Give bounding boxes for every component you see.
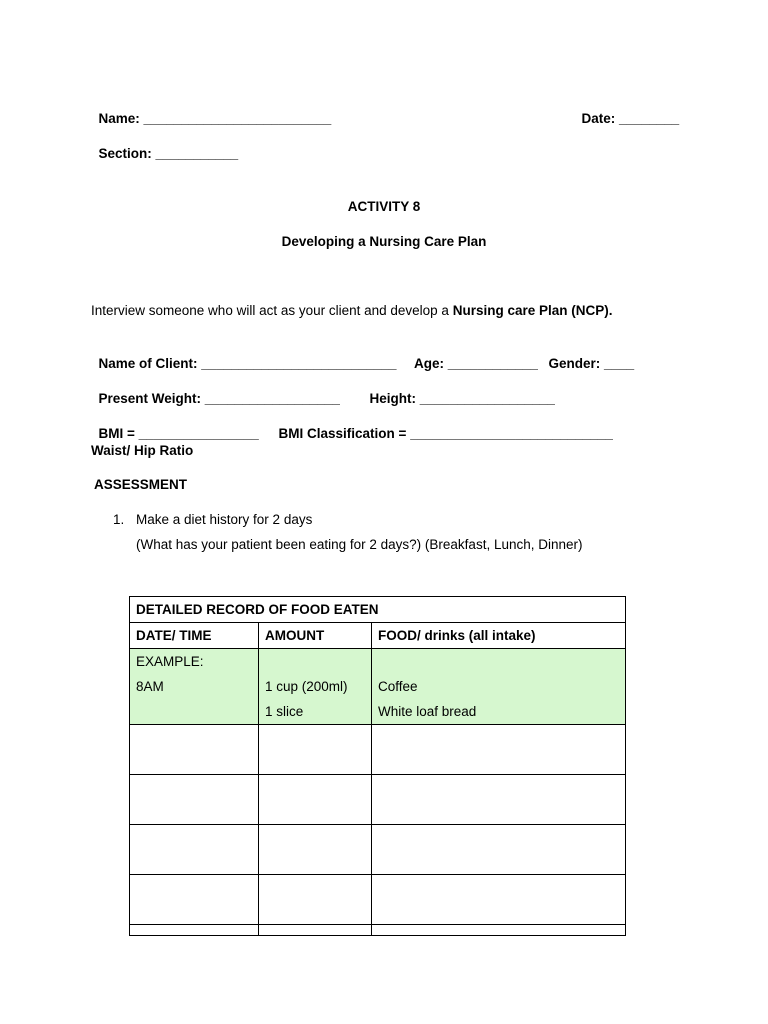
food-cell[interactable] [372,875,626,925]
table-title-row [130,597,626,623]
age-line[interactable]: ____________ [447,356,538,371]
section-line[interactable]: ___________ [155,146,239,161]
example-food-1: Coffee [378,679,418,694]
table-row-example [130,649,626,725]
name-label: Name: [98,111,140,126]
food-record-table [129,596,626,936]
age-label: Age: [414,356,445,371]
food-cell[interactable] [372,775,626,825]
height-label: Height: [369,391,417,406]
amount-cell[interactable] [259,775,372,825]
bmi-classification-label: BMI Classification = [278,426,407,441]
date-time-cell[interactable] [130,775,259,825]
table-row [130,825,626,875]
date-time-cell[interactable] [130,725,259,775]
activity-number: ACTIVITY 8 [347,199,421,214]
instructions-text: Interview someone who will act as your client and develop a [91,303,453,318]
gender-line[interactable]: ____ [604,356,635,371]
date-label: Date: [581,111,616,126]
example-time: 8AM [136,679,164,694]
client-name-label: Name of Client: [98,356,198,371]
weight-field [91,372,340,408]
amount-cell[interactable] [259,875,372,925]
height-line[interactable]: __________________ [419,391,555,406]
date-time-cell[interactable] [130,825,259,875]
spacer [265,649,365,674]
amount-cell[interactable] [259,925,372,936]
activity-title: Developing a Nursing Care Plan [281,234,487,249]
bmi-classification-line[interactable]: ___________________________ [410,426,613,441]
assessment-heading: ASSESSMENT [94,477,188,492]
bmi-line[interactable]: ________________ [138,426,259,441]
name-line[interactable]: _________________________ [143,111,332,126]
table-title: DETAILED RECORD OF FOOD EATEN [130,597,626,623]
section-field [91,127,238,163]
example-amount-cell [259,649,372,725]
table-row [130,775,626,825]
gender-label: Gender: [548,356,601,371]
example-food-cell [372,649,626,725]
date-time-cell[interactable] [130,875,259,925]
example-amount-1: 1 cup (200ml) [265,679,348,694]
assessment-item-subtext: (What has your patient been eating for 2 days?) (Breakfast, Lunch, Dinner) [136,537,583,552]
amount-cell[interactable] [259,825,372,875]
table-row [130,925,626,936]
table-row [130,875,626,925]
waist-hip-ratio-label: Waist/ Hip Ratio [91,443,194,458]
bmi-field [91,407,259,443]
example-amount-2: 1 slice [265,704,304,719]
gender-field [541,337,634,373]
food-cell[interactable] [372,825,626,875]
date-time-cell[interactable] [130,925,259,936]
table-row [130,725,626,775]
date-field [574,92,679,128]
header-amount: AMOUNT [259,623,372,649]
bmi-label: BMI = [98,426,135,441]
instructions-bold: Nursing care Plan (NCP). [452,303,613,318]
header-date-time: DATE/ TIME [130,623,259,649]
weight-label: Present Weight: [98,391,202,406]
assessment-item-number: 1. [113,512,125,527]
name-field [91,92,331,128]
amount-cell[interactable] [259,725,372,775]
example-label: EXAMPLE: [136,654,204,669]
section-label: Section: [98,146,152,161]
client-name-field [91,337,397,373]
example-date-cell [130,649,259,725]
client-name-line[interactable]: __________________________ [201,356,397,371]
age-field [407,337,538,373]
instructions [91,302,613,320]
table-header-row [130,623,626,649]
food-cell[interactable] [372,925,626,936]
example-food-2: White loaf bread [378,704,477,719]
weight-line[interactable]: __________________ [204,391,340,406]
food-cell[interactable] [372,725,626,775]
spacer [378,649,619,674]
bmi-classification-field [271,407,613,443]
date-line[interactable]: ________ [619,111,680,126]
header-food-drinks: FOOD/ drinks (all intake) [372,623,626,649]
height-field [362,372,555,408]
assessment-item-text: Make a diet history for 2 days [136,512,313,527]
